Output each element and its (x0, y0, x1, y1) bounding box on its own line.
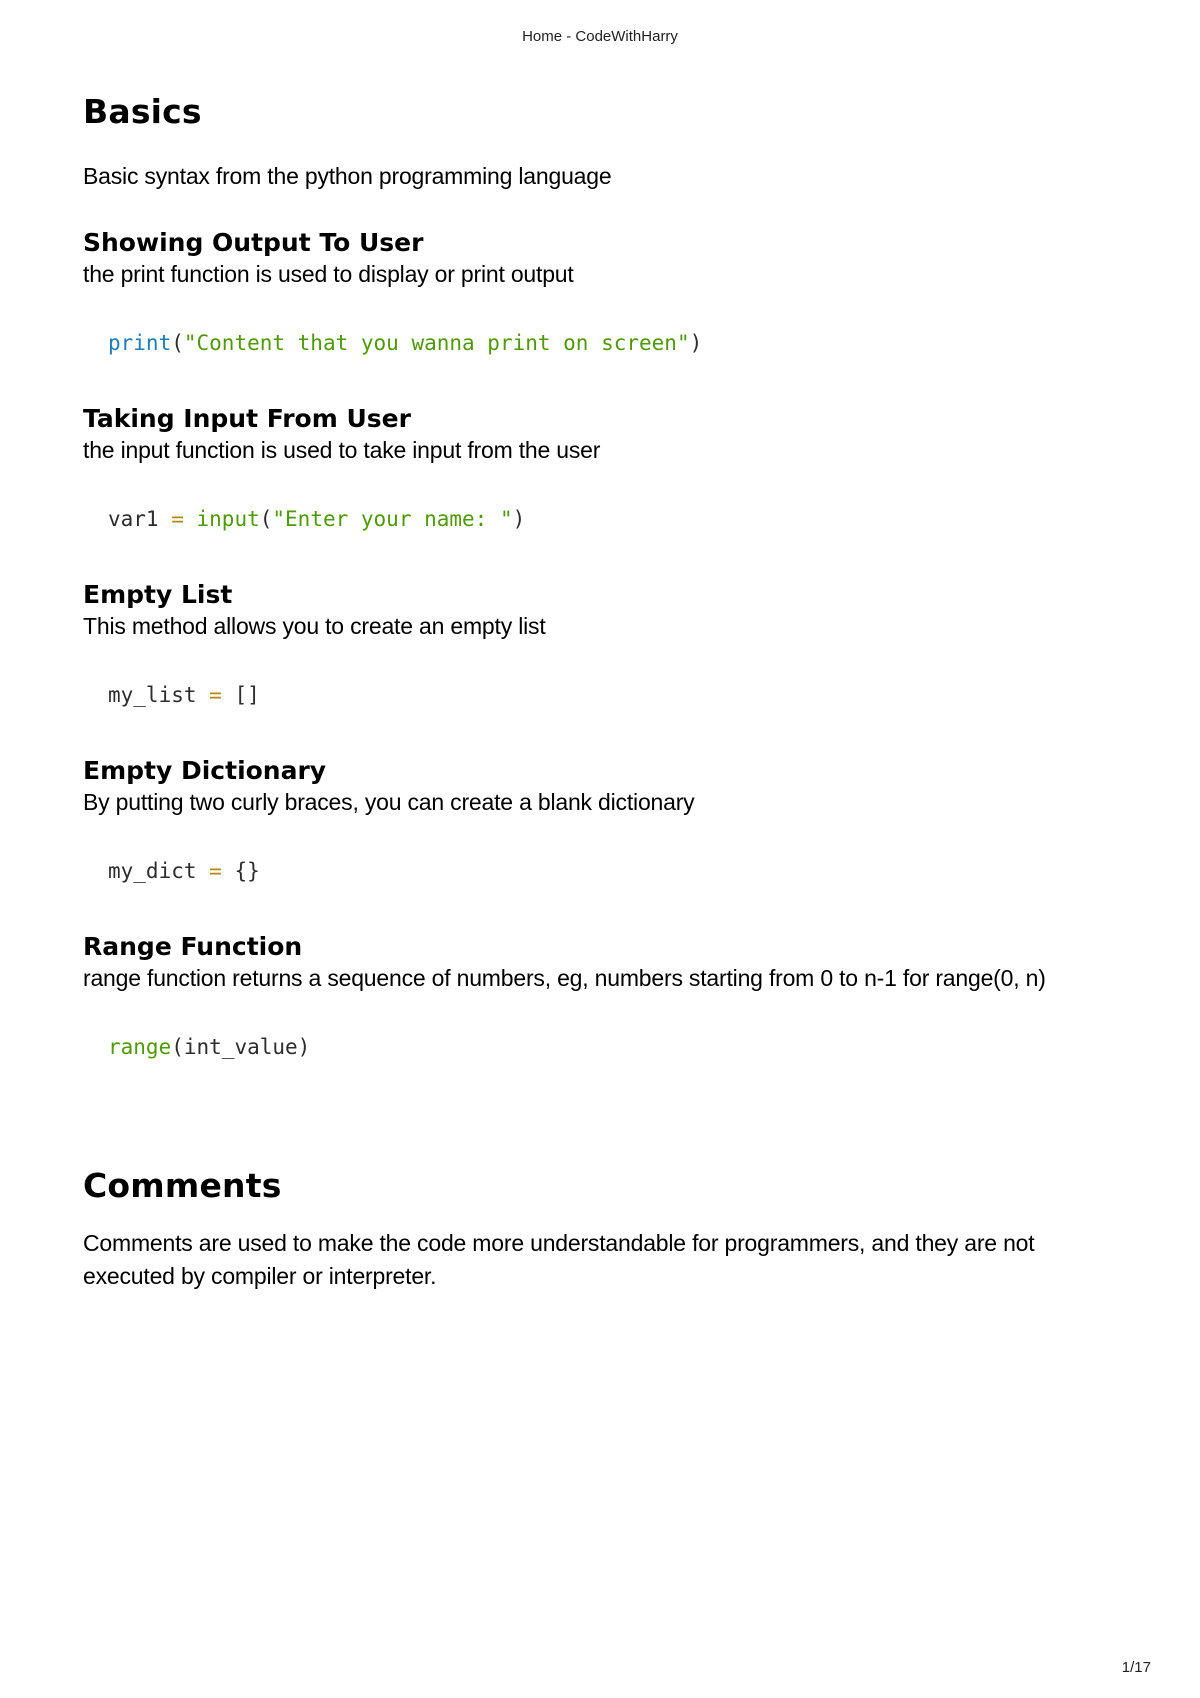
page-header-title: Home - CodeWithHarry (522, 28, 678, 45)
code-range-example: range(int_value) (108, 1035, 311, 1060)
heading-empty-dictionary: Empty Dictionary (83, 756, 327, 786)
comments-description: Comments are used to make the code more understandable for programmers, and they are not executed by compiler or interpreter. (83, 1230, 1035, 1290)
code-empty-list-example: my_list = [] (108, 682, 260, 707)
input-description: the input function is used to take input from the user (83, 436, 601, 463)
output-description: the print function is used to display or print output (83, 260, 574, 287)
heading-showing-output: Showing Output To User (83, 227, 424, 257)
heading-taking-input: Taking Input From User (83, 403, 411, 433)
document-content (83, 92, 1123, 1293)
empty-dict-description: By putting two curly braces, you can create a blank dictionary (83, 789, 695, 816)
empty-list-description: This method allows you to create an empty list (83, 612, 546, 639)
code-input-example: var1 = input("Enter your name: ") (108, 506, 526, 531)
page-number: 1/17 (1121, 1659, 1151, 1676)
heading-empty-list: Empty List (83, 579, 233, 609)
heading-basics: Basics (83, 92, 202, 131)
code-fn: print (108, 330, 172, 355)
code-empty-dict-example: my_dict = {} (108, 859, 260, 884)
heading-range-function: Range Function (83, 932, 303, 962)
heading-comments: Comments (83, 1165, 282, 1205)
basics-intro: Basic syntax from the python programming language (83, 162, 612, 189)
code-print-example: print("Content that you wanna print on screen") (108, 330, 703, 355)
range-description: range function returns a sequence of numbers, eg, numbers starting from 0 to n-1 for range(0, n) (83, 965, 1046, 992)
